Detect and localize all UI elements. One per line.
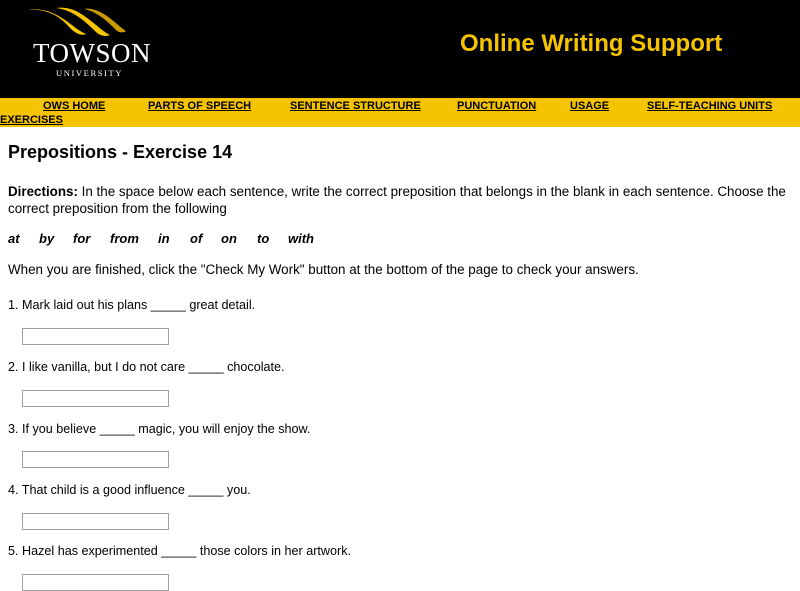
directions-text: In the space below each sentence, write the correct preposition that belongs in the blank in each sentence. Choose the correct preposition from the following	[8, 184, 786, 216]
nav-usage[interactable]: USAGE	[570, 100, 610, 112]
nav-sentence-structure[interactable]: SENTENCE STRUCTURE	[290, 100, 421, 112]
preposition-word: for	[73, 231, 91, 246]
preposition-word: on	[221, 231, 237, 246]
answer-input-1[interactable]	[22, 328, 169, 345]
question-text: 1. Mark laid out his plans _____ great detail.	[8, 298, 256, 312]
site-title: Online Writing Support	[460, 30, 723, 57]
question-text: 4. That child is a good influence _____ you.	[8, 483, 251, 497]
main-nav	[0, 98, 800, 127]
preposition-word: by	[39, 231, 55, 246]
answer-input-4[interactable]	[22, 513, 169, 530]
question-text: 2. I like vanilla, but I do not care _____ chocolate.	[8, 360, 285, 374]
nav-punctuation[interactable]: PUNCTUATION	[457, 100, 537, 112]
preposition-word: in	[158, 231, 170, 246]
preposition-word: at	[8, 231, 20, 246]
question-text: 5. Hazel has experimented _____ those colors in her artwork.	[8, 544, 352, 558]
nav-parts-of-speech[interactable]: PARTS OF SPEECH	[148, 100, 252, 112]
site-header	[0, 0, 800, 98]
nav-ows-home[interactable]: OWS HOME	[43, 100, 106, 112]
tiger-swoosh-icon	[26, 6, 136, 40]
logo-wordmark: TOWSON	[33, 38, 152, 68]
page-title: Prepositions - Exercise 14	[8, 142, 233, 162]
preposition-word: from	[110, 231, 139, 246]
answer-input-2[interactable]	[22, 390, 169, 407]
preposition-word: with	[288, 231, 314, 246]
preposition-word: to	[257, 231, 270, 246]
nav-exercises[interactable]: EXERCISES	[0, 114, 63, 126]
directions-label: Directions:	[8, 184, 78, 199]
instruction-text: When you are finished, click the "Check My Work" button at the bottom of the page to check your answers.	[8, 262, 639, 277]
preposition-word: of	[190, 231, 203, 246]
logo-subtitle: UNIVERSITY	[56, 68, 123, 78]
directions	[8, 183, 798, 217]
answer-input-3[interactable]	[22, 451, 169, 468]
question-text: 3. If you believe _____ magic, you will enjoy the show.	[8, 422, 311, 436]
nav-self-teaching-units[interactable]: SELF-TEACHING UNITS	[647, 100, 773, 112]
answer-input-5[interactable]	[22, 574, 169, 591]
